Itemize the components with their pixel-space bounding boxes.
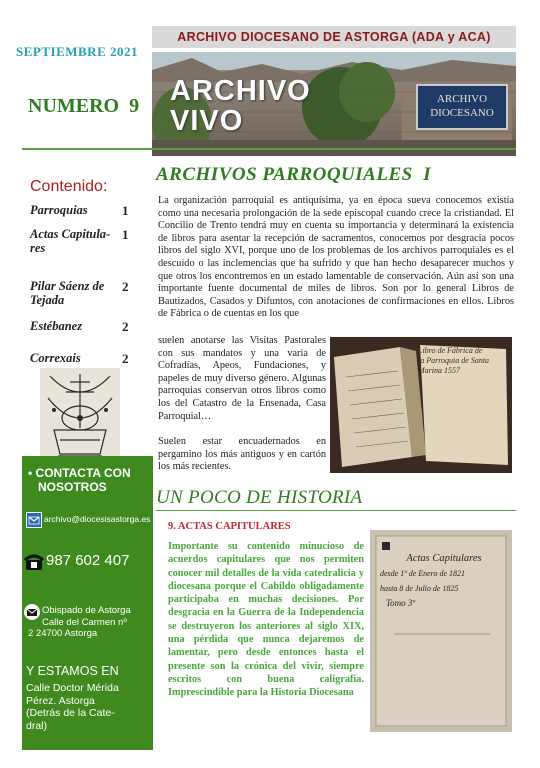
issue-number: NUMERO 9 xyxy=(28,95,140,117)
sign-line-1: ARCHIVO xyxy=(436,93,488,105)
address-line-1: Obispado de Astorga xyxy=(42,605,131,616)
visit-line-1: Calle Doctor Mérida xyxy=(26,682,119,694)
address-line-3: 2 24700 Astorga xyxy=(28,628,98,639)
article-heading: ARCHIVOS PARROQUIALES I xyxy=(156,164,432,185)
section-divider xyxy=(156,510,516,511)
top-banner: ARCHIVO DIOCESANO DE ASTORGA (ADA y ACA) xyxy=(152,26,516,48)
minutes-line-3: hasta 8 de Julio de 1825 xyxy=(380,584,459,593)
photo-inscription-line-2: la Parroquia de Santa xyxy=(418,356,490,365)
email-link[interactable]: archivo@diocesisastorga.es xyxy=(44,514,151,524)
toc-page: 1 xyxy=(122,227,129,242)
toc-page: 2 xyxy=(122,319,129,334)
envelope-icon xyxy=(24,604,40,620)
postal-address xyxy=(42,605,131,628)
photo-inscription-line-1: Libro de Fábrica de xyxy=(418,346,483,355)
visit-line-2: Pérez. Astorga xyxy=(26,694,95,707)
photo-inscription xyxy=(418,346,510,376)
title-line-1: ARCHIVO xyxy=(170,75,311,107)
minutes-line-4: Tomo 3º xyxy=(386,598,416,608)
minutes-line-1: Actas Capitulares xyxy=(406,553,482,564)
section-heading: UN POCO DE HISTORIA xyxy=(156,487,363,508)
article-paragraph-continued: suelen anotarse las Visitas Pastorales con sus mandatos y una varia de Cofradías, Apeos, Fundaciones, y papeles de muy diverso género. Algunas parroquias conservan otros libros como los del Catastro de la Ensenada, Casa Parroquial… xyxy=(158,335,326,422)
contents-heading: Contenido: xyxy=(30,178,108,195)
toc-page: 1 xyxy=(122,203,129,218)
newsletter-title xyxy=(170,76,311,136)
heraldic-sketch xyxy=(40,368,120,462)
sign-line-2: DIOCESANO xyxy=(430,107,494,119)
toc-page: 2 xyxy=(122,279,129,294)
contact-heading-line-2: NOSOTROS xyxy=(38,480,107,494)
toc-item-actas[interactable]: Actas Capitula-res xyxy=(30,227,111,255)
toc-item-correxais[interactable]: Correxais xyxy=(30,351,81,365)
toc-item-pilar[interactable]: Pilar Sáenz de Tejada xyxy=(30,279,105,307)
toc-item-estebanez[interactable]: Estébanez xyxy=(30,319,83,333)
subsection-heading: 9. ACTAS CAPITULARES xyxy=(168,521,291,532)
issue-date: SEPTIEMBRE 2021 xyxy=(16,44,138,59)
contact-heading-line-1: • CONTACTA CON xyxy=(28,466,131,480)
photo-inscription-line-3: Marina 1557 xyxy=(418,366,460,375)
visit-heading: Y ESTAMOS EN xyxy=(26,664,119,678)
visit-line-4: dral) xyxy=(26,719,48,732)
email-icon xyxy=(26,512,42,528)
toc-page: 2 xyxy=(122,351,129,366)
address-line-2: Calle del Carmen nº xyxy=(42,616,127,628)
visit-line-3: (Detrás de la Cate- xyxy=(26,707,115,719)
article-paragraph: La organización parroquial es antiquísima, ya en época sueva conocemos existía como una necesaria prolongación de la sede episcopal cuando crece la cristiandad. El Concilio de Trento tendrá muy en cuenta su importancia y determinará la existencia de libros para asentar la recepción de sacramentos, conocemos por desgracia pocos libros del siglo XVI, porque uno de los problemas de los archivos parroquiales es el descuido o las inclemencias que ha sufrido y que han hecho desaparecer muchos y que otros los encontremos en un estado lamentable de conservación. Aún así son una importante fuente documental de miles de libros. Son por lo general Libros de Bautizados, Casados y Difuntos, con anotaciones de confirmaciones en ellos. Libros de Fábrica o de cuentas en los que xyxy=(158,195,514,320)
title-line-2: VIVO xyxy=(170,105,244,137)
contact-heading xyxy=(28,466,131,494)
header-divider xyxy=(22,148,516,150)
phone-number[interactable]: 987 602 407 xyxy=(46,552,130,569)
contact-box xyxy=(22,456,153,750)
visit-address xyxy=(26,682,119,732)
minutes-line-2: desde 1º de Enero de 1821 xyxy=(380,569,466,578)
archive-sign xyxy=(416,84,508,130)
toc-item-parroquias[interactable]: Parroquias xyxy=(30,203,88,217)
subsection-text: Importante su contenido minucioso de acuerdos capitulares que nos permiten conocer mil detalles de la vida catedralicia y diocesana porque el Cabildo obligadamente participaba en muchas decisiones. Por desgracia en la Guerra de la Independencia se destruyeron los anteriores al siglo XIX, una pérdida que nunca dejaremos de lamentar, pero desde entonces hasta el presente son la crónica del vivir, siempre escritos con buena caligrafía. Imprescindible para la Historia Diocesana xyxy=(168,541,364,699)
minutes-inscription xyxy=(380,552,508,610)
phone-icon xyxy=(24,552,44,572)
article-paragraph-2: Suelen estar encuadernados en pergamino los más antiguos y en cartón los más recientes. xyxy=(158,436,326,473)
